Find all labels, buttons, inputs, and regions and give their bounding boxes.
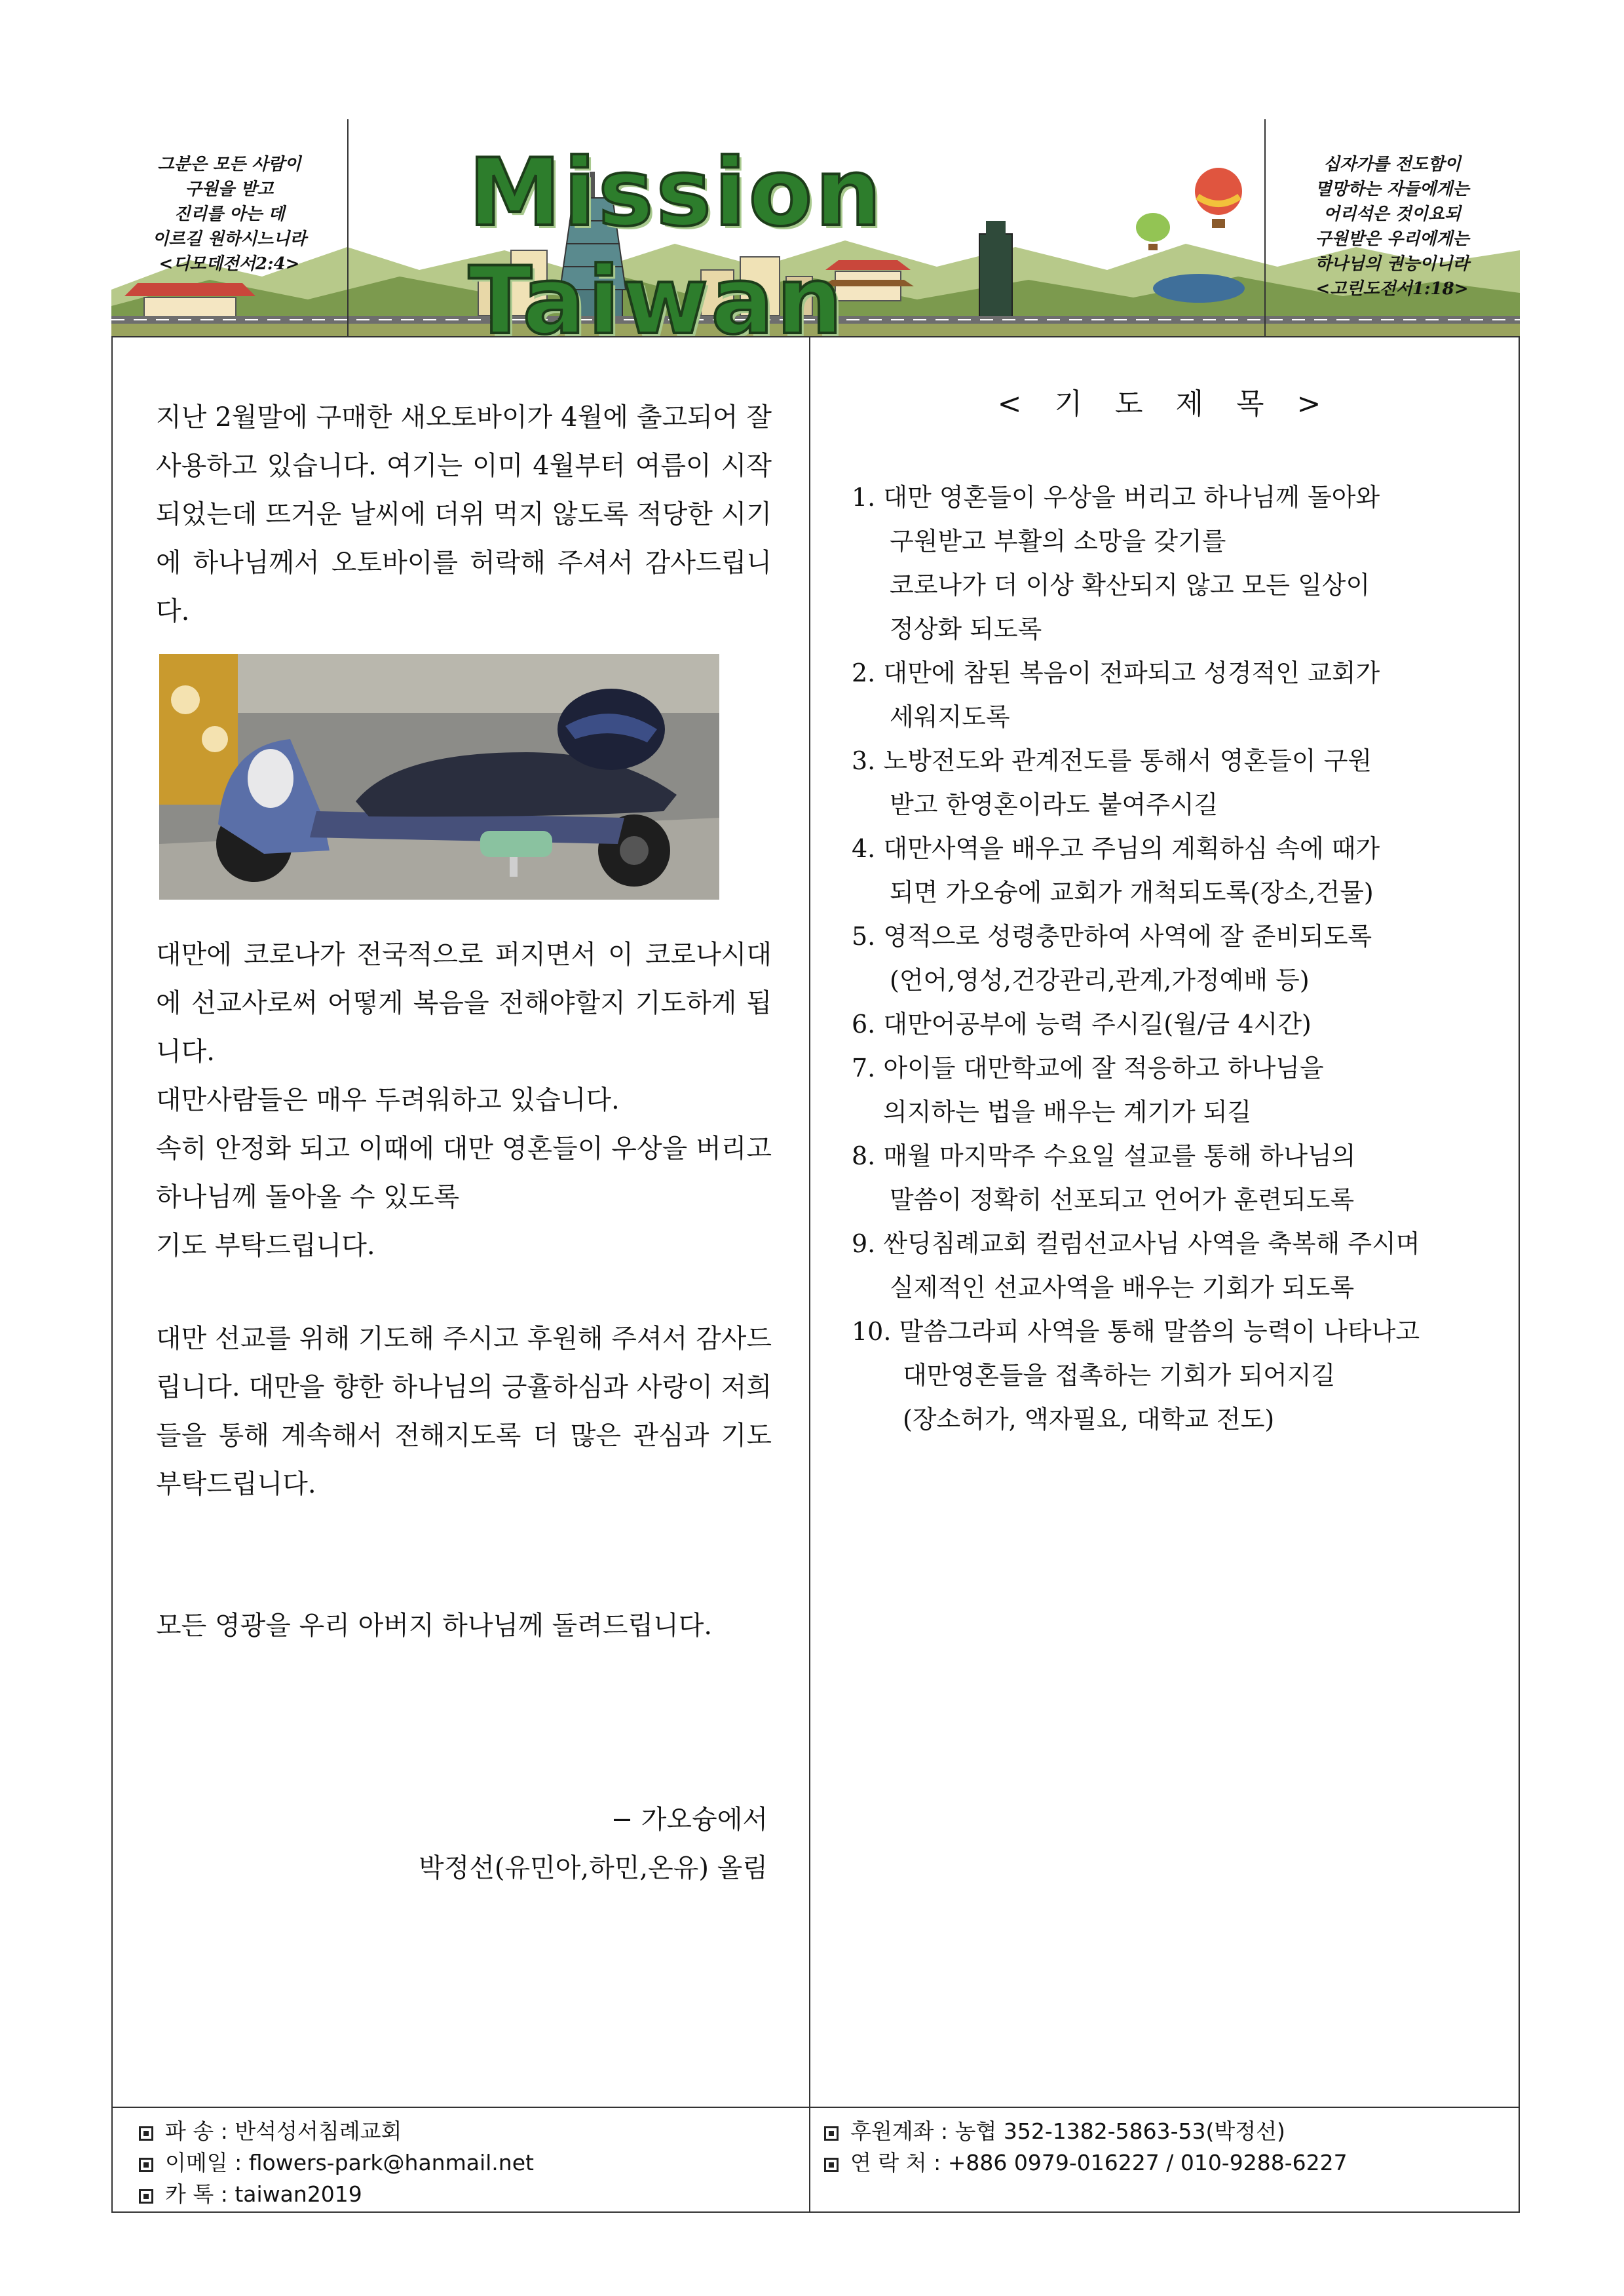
prayer-item-line: (언어,영성,건강관리,관계,가정예배 등) [890, 966, 1310, 995]
letter-paragraph-4: 모든 영광을 우리 아버지 하나님께 돌려드립니다. [156, 1611, 713, 1641]
right-verse-line: 어리석은 것이요되 [1323, 204, 1461, 224]
footer-kakao: 카 톡 : taiwan2019 [139, 2179, 534, 2210]
prayer-item-line: 실제적인 선교사역을 배우는 기회가 되도록 [890, 1273, 1355, 1302]
right-verse-line: 하나님의 권능이니라 [1315, 254, 1469, 274]
bullet-square-icon [139, 2189, 153, 2204]
footer-divider [809, 2108, 810, 2213]
footer-account: 후원계좌 : 농협 352-1382-5863-53(박정선) [824, 2116, 1348, 2147]
prayer-item: 4. 대만사역을 배우고 주님의 계획하심 속에 때가 [852, 834, 1380, 863]
prayer-item-line: 말씀이 정확히 선포되고 언어가 훈련되도록 [890, 1185, 1355, 1214]
left-verse-reference: <디모데전서2:4> [159, 254, 300, 274]
prayer-item-line: 코로나가 더 이상 확산되지 않고 모든 일상이 [890, 571, 1370, 600]
newsletter-header [111, 119, 1520, 337]
letter-paragraph-3: 대만 선교를 위해 기도해 주시고 후원해 주셔서 감사드립니다. 대만을 향한 하나님의 긍휼하심과 사랑이 저희들을 통해 계속해서 전해지도록 더 많은 관심과 기도 부탁드립니다. [156, 1324, 772, 1499]
bullet-square-icon [824, 2126, 839, 2141]
right-verse-line: 멸망하는 자들에게는 [1315, 180, 1469, 199]
right-verse-reference: <고린도전서1:18> [1315, 279, 1469, 299]
column-divider [809, 337, 810, 2108]
signature-place: − 가오슝에서 [611, 1805, 768, 1835]
prayer-item: 2. 대만에 참된 복음이 전파되고 성경적인 교회가 [852, 659, 1380, 687]
left-verse-line: 그분은 모든 사람이 [157, 155, 301, 174]
footer [111, 2107, 1520, 2213]
prayer-item-line: 구원받고 부활의 소망을 갖기를 [890, 527, 1226, 556]
prayer-item: 10. 말씀그라피 사역을 통해 말씀의 능력이 나타나고 [852, 1317, 1420, 1346]
letter-paragraph-2: 대만에 코로나가 전국적으로 퍼지면서 이 코로나시대에 선교사로써 어떻게 복음을 전해야할지 기도하게 됩니다. 대만사람들은 매우 두려워하고 있습니다. 속히 안정화 되고 이때에 대만 영혼들이 우상을 버리고 하나님께 돌아올 수 있도록 기도 부탁드립니다. [156, 940, 772, 1261]
prayer-item: 7. 아이들 대만학교에 잘 적응하고 하나님을 [852, 1054, 1324, 1082]
bullet-square-icon [824, 2158, 839, 2172]
right-verse-box [1264, 119, 1519, 336]
prayer-item: 8. 매월 마지막주 수요일 설교를 통해 하나님의 [852, 1141, 1356, 1170]
scooter-photo [159, 654, 719, 900]
email-link[interactable]: flowers-park@hanmail.net [248, 2150, 534, 2175]
prayer-list [852, 476, 1481, 1442]
footer-right [824, 2116, 1348, 2179]
footer-email: 이메일 : flowers-park@hanmail.net [139, 2147, 534, 2179]
prayer-item: 1. 대만 영혼들이 우상을 버리고 하나님께 돌아와 [852, 483, 1380, 512]
footer-sender: 파 송 : 반석성서침례교회 [139, 2116, 534, 2147]
signature-name: 박정선(유민아,하민,온유) 올림 [418, 1853, 768, 1883]
prayer-item-line: 의지하는 법을 배우는 계기가 되길 [883, 1098, 1252, 1126]
right-verse-line: 구원받은 우리에게는 [1315, 229, 1469, 249]
prayer-item: 3. 노방전도와 관계전도를 통해서 영혼들이 구원 [852, 746, 1372, 775]
left-verse-line: 진리를 아는 데 [174, 204, 285, 224]
letter-paragraph-1: 지난 2월말에 구매한 새오토바이가 4월에 출고되어 잘 사용하고 있습니다. 여기는 이미 4월부터 여름이 시작되었는데 뜨거운 날씨에 더위 먹지 않도록 적당한 시기에 하나님께서 오토바이를 허락해 주셔서 감사드립니다. [156, 402, 772, 626]
prayer-item: 9. 싼딩침례교회 컬럼선교사님 사역을 축복해 주시며 [852, 1229, 1420, 1258]
bullet-square-icon [139, 2126, 153, 2141]
newsletter-title: Mission Taiwan [468, 139, 884, 337]
left-verse-line: 구원을 받고 [185, 180, 274, 199]
prayer-item: 6. 대만어공부에 능력 주시길(월/금 4시간) [852, 1010, 1312, 1039]
prayer-item-line: (장소허가, 액자필요, 대학교 전도) [903, 1405, 1275, 1434]
prayer-item-line: 되면 가오슝에 교회가 개척되도록(장소,건물) [890, 878, 1374, 907]
prayer-item: 5. 영적으로 성령충만하여 사역에 잘 준비되도록 [852, 922, 1372, 951]
prayer-item-line: 받고 한영혼이라도 붙여주시길 [890, 790, 1218, 819]
right-verse-line: 십자가를 전도함이 [1323, 155, 1461, 174]
prayer-title: < 기 도 제 목 > [997, 387, 1333, 421]
prayer-item-line: 정상화 되도록 [890, 615, 1042, 643]
left-verse-box [111, 119, 349, 336]
prayer-item-line: 대만영혼들을 접촉하는 기회가 되어지길 [903, 1361, 1336, 1390]
prayer-item-line: 세워지도록 [890, 702, 1010, 731]
footer-left [139, 2116, 534, 2210]
bullet-square-icon [139, 2158, 153, 2172]
left-verse-line: 이르길 원하시느니라 [152, 229, 307, 249]
footer-contact: 연 락 처 : +886 0979-016227 / 010-9288-6227 [824, 2147, 1348, 2179]
